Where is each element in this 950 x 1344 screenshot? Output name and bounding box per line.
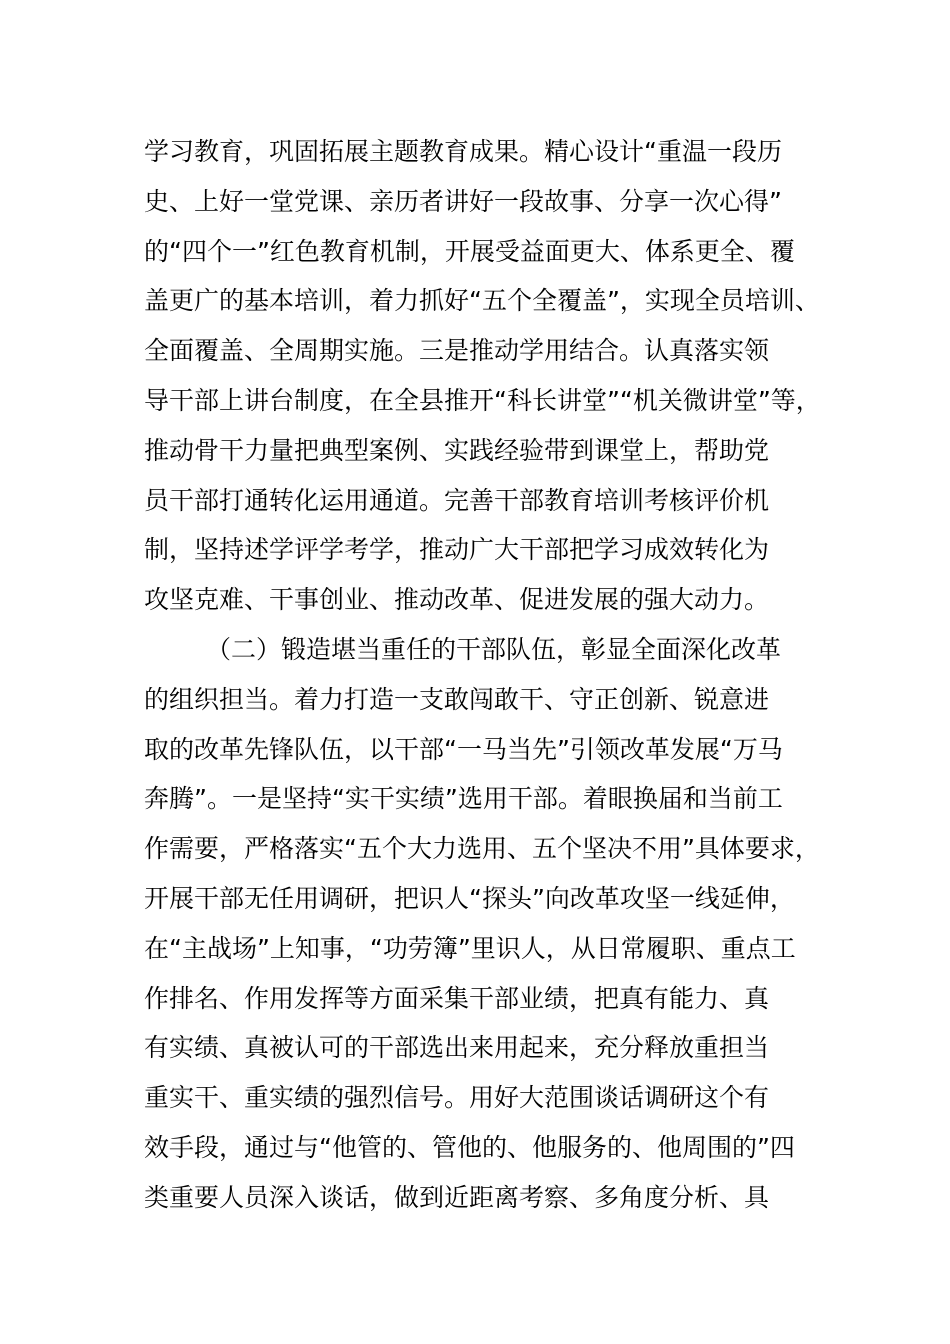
text-line: 员干部打通转化运用通道。完善干部教育培训考核评价机 — [144, 485, 770, 515]
text-line: 作需要，严格落实“五个大力选用、五个坚决不用”具体要求， — [144, 834, 820, 864]
text-line: 学习教育，巩固拓展主题教育成果。精心设计“重温一段历 — [144, 137, 782, 166]
text-line: 史、上好一堂党课、亲历者讲好一段故事、分享一次心得” — [144, 186, 782, 216]
text-line: 的组织担当。着力打造一支敢闯敢干、守正创新、锐意进 — [144, 684, 770, 714]
text-line: 有实绩、真被认可的干部选出来用起来，充分释放重担当 — [144, 1033, 770, 1063]
text-line: 的“四个一”红色教育机制，开展受益面更大、体系更全、覆 — [144, 236, 795, 266]
text-line: 在“主战场”上知事，“功劳簿”里识人，从日常履职、重点工 — [144, 933, 796, 963]
text-line: 作排名、作用发挥等方面采集干部业绩，把真有能力、真 — [144, 983, 770, 1013]
text-line: 盖更广的基本培训，着力抓好“五个全覆盖”，实现全员培训、 — [144, 286, 820, 316]
text-line: 导干部上讲台制度，在全县推开“科长讲堂”“机关微讲堂”等， — [144, 385, 821, 415]
text-line: 攻坚克难、干事创业、推动改革、促进发展的强大动力。 — [144, 585, 770, 615]
text-line: 效手段，通过与“他管的、管他的、他服务的、他周围的”四 — [144, 1132, 795, 1162]
text-line: 奔腾”。一是坚持“实干实绩”选用干部。着眼换届和当前工 — [144, 784, 783, 814]
body-text — [144, 127, 844, 1223]
text-line: 制，坚持述学评学考学，推动广大干部把学习成效转化为 — [144, 535, 770, 565]
text-line: 取的改革先锋队伍，以干部“一马当先”引领改革发展“万马 — [144, 734, 783, 764]
text-line: 全面覆盖、全周期实施。三是推动学用结合。认真落实领 — [144, 336, 770, 366]
text-line: 类重要人员深入谈话，做到近距离考察、多角度分析、具 — [144, 1182, 770, 1212]
section-heading-line: （二）锻造堪当重任的干部队伍，彰显全面深化改革 — [206, 634, 782, 664]
text-line: 重实干、重实绩的强烈信号。用好大范围谈话调研这个有 — [144, 1083, 770, 1113]
text-line: 开展干部无任用调研，把识人“探头”向改革攻坚一线延伸， — [144, 883, 795, 913]
text-line: 推动骨干力量把典型案例、实践经验带到课堂上，帮助党 — [144, 435, 770, 465]
